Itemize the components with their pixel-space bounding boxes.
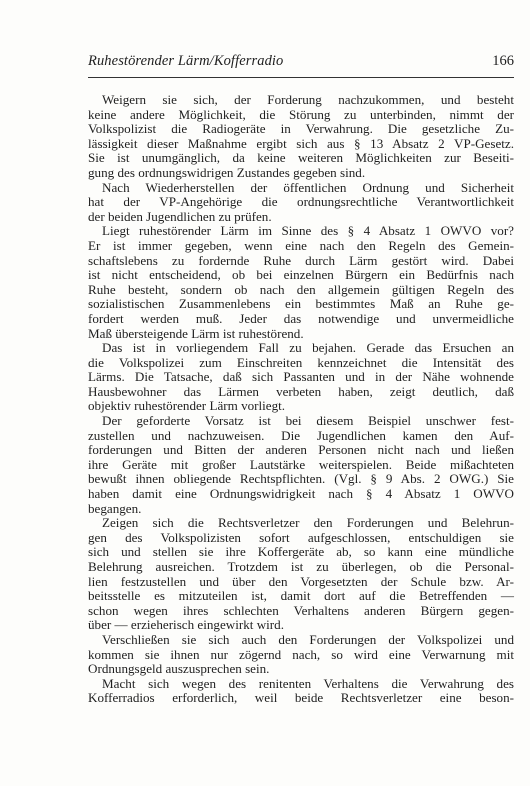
text-line: ihre Geräte mit großer Lautstärke weiterspielen. Beide mißachteten [88, 456, 514, 472]
text-line: schaftslebens zu fordernde Ruhe durch Lärm gestört wird. Dabei [88, 252, 514, 268]
text-line: Maß übersteigende Lärm ist ruhestörend. [88, 325, 304, 341]
text-line: Der geforderte Vorsatz ist bei diesem Beispiel unschwer fest- [102, 413, 514, 429]
text-line: lässigkeit dieser Maßnahme ergibt sich aus § 13 Absatz 2 VP-Gesetz. [88, 135, 514, 151]
text-line: sozialistischen Zusammenlebens ein bestimmtes Maß an Ruhe ge- [88, 296, 514, 312]
text-line: zustellen und nachzuweisen. Die Jugendlichen kamen den Auf- [88, 427, 514, 443]
text-line: Belehrung ausreichen. Trotzdem ist zu überlegen, ob die Personal- [88, 559, 514, 574]
text-line: Nach Wiederherstellen der öffentlichen Ordnung und Sicherheit [102, 179, 514, 195]
text-line: der beiden Jugendlichen zu prüfen. [88, 208, 272, 224]
text-line: beitsstelle es mitzuteilen ist, damit dort auf die Betreffenden — [88, 588, 514, 604]
text-line: kommen sie ihnen nur zögernd nach, so wird eine Verwarnung mit [88, 646, 514, 662]
text-line: Ordnungsgeld auszusprechen sein. [88, 661, 270, 677]
header-rule [88, 77, 514, 78]
text-line: über — erzieherisch eingewirkt wird. [88, 617, 284, 633]
text-line: Macht sich wegen des renitenten Verhaltens die Verwahrung des [102, 675, 514, 691]
text-line: objektiv ruhestörender Lärm vorliegt. [88, 398, 286, 414]
text-line: hat der VP-Angehörige die ordnungsrechtliche Verantwortlichkeit [88, 194, 514, 210]
text-line: Weigern sie sich, der Forderung nachzukommen, und besteht [102, 92, 514, 107]
text-line: gung des ordnungswidrigen Zustandes gegeben sind. [88, 164, 366, 180]
text-line: Das ist in vorliegendem Fall zu bejahen. Gerade das Ersuchen an [102, 340, 514, 356]
body-text [88, 93, 514, 706]
text-line: forderungen und Bitten der anderen Personen nicht nach und ließen [88, 442, 514, 458]
text-line: Sie ist unumgänglich, da keine weiteren Möglichkeiten zur Beseiti- [88, 150, 514, 166]
page-number: 166 [492, 53, 514, 69]
running-title: Ruhestörender Lärm/Kofferradio [88, 53, 284, 69]
text-line: begangen. [88, 500, 142, 516]
text-line: lien festzustellen und über den Vorgesetzten der Schule bzw. Ar- [88, 573, 514, 589]
text-line: schon wegen ihres schlechten Verhaltens anderen Bürgern gegen- [88, 602, 514, 618]
text-line: Ruhe besteht, sondern ob nach den allgemein gültigen Regeln des [88, 281, 514, 297]
text-line: sich und stellen sie ihre Koffergeräte ab, so kann eine mündliche [88, 544, 514, 560]
text-line: gen des Volkspolizisten sofort aufgeschlossen, entschuldigen sie [88, 529, 514, 545]
text-line: bewußt ihnen obliegende Rechtspflichten. (Vgl. § 9 Abs. 2 OWG.) Sie [88, 471, 514, 487]
text-line: haben damit eine Ordnungswidrigkeit nach § 4 Absatz 1 OWVO [88, 486, 514, 502]
text-line: Er ist immer gegeben, wenn eine nach den Regeln des Gemein- [88, 237, 514, 253]
text-line: ist nicht entscheidend, ob bei einzelnen Bürgern ein Bedürfnis nach [88, 267, 514, 283]
text-line: die Volkspolizei zum Einschreiten kennzeichnet die Intensität des [88, 354, 514, 370]
text-line: Liegt ruhestörender Lärm im Sinne des § 4 Absatz 1 OWVO vor? [102, 223, 514, 239]
text-line: Verschließen sie sich auch den Forderungen der Volkspolizei und [102, 631, 514, 647]
text-line: Kofferradios erforderlich, weil beide Rechtsverletzer eine beson- [88, 690, 514, 706]
text-line: Hausbewohner das Lärmen verbeten haben, zeigt deutlich, daß [88, 383, 514, 399]
page-header [88, 53, 514, 73]
text-line: Zeigen sich die Rechtsverletzer den Forderungen und Belehrun- [102, 515, 514, 531]
text-line: Volkspolizist die Radiogeräte in Verwahrung. Die gesetzliche Zu- [88, 121, 514, 137]
text-line: Lärms. Die Tatsache, daß sich Passanten und in der Nähe wohnende [88, 369, 514, 385]
text-line: fordert werden muß. Jeder das notwendige und unvermeidliche [88, 310, 514, 326]
text-line: keine andere Möglichkeit, die Störung zu unterbinden, nimmt der [88, 106, 514, 122]
